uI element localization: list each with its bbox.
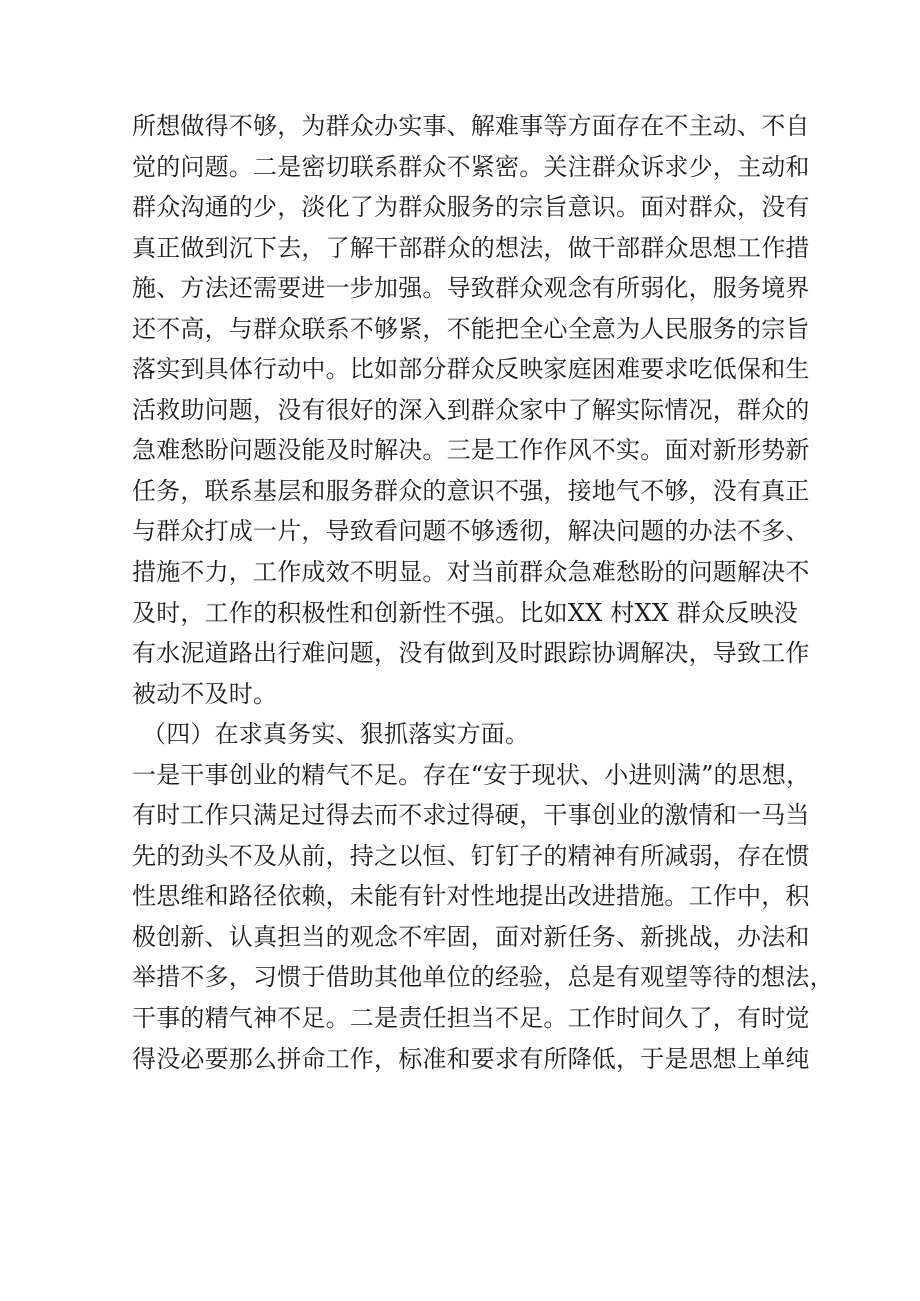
text-line: 有时工作只满足过得去而不求过得硬，干事创业的激情和一马当	[132, 801, 810, 830]
text-line: 性思维和路径依赖，未能有针对性地提出改进措施。工作中，积	[132, 882, 810, 911]
paragraph-1	[132, 106, 810, 714]
document-body	[132, 106, 834, 1079]
text-line: 群众沟通的少，淡化了为群众服务的宗旨意识。面对群众，没有	[132, 193, 810, 222]
text-line: 落实到具体行动中。比如部分群众反映家庭困难要求吃低保和生	[132, 355, 810, 384]
text-line: 干事的精气神不足。二是责任担当不足。工作时间久了，有时觉	[132, 1004, 810, 1033]
text-line: 所想做得不够，为群众办实事、解难事等方面存在不主动、不自	[132, 112, 810, 140]
text-line: 得没必要那么拼命工作，标准和要求有所降低，于是思想上单纯	[132, 1044, 810, 1073]
section-heading: （四）在求真务实、狠抓落实方面。	[142, 720, 530, 749]
paragraph-2	[132, 755, 834, 1079]
text-line: 及时，工作的积极性和创新性不强。比如XX 村XX 群众反映没	[132, 598, 798, 627]
text-line: 先的劲头不及从前，持之以恒、钉钉子的精神有所减弱，存在惯	[132, 841, 810, 870]
text-line: 急难愁盼问题没能及时解决。三是工作作风不实。面对新形势新	[132, 436, 810, 465]
text-line: 还不高，与群众联系不够紧，不能把全心全意为人民服务的宗旨	[132, 314, 810, 343]
text-line: 极创新、认真担当的观念不牢固，面对新任务、新挑战，办法和	[132, 922, 810, 951]
text-line: 措施不力，工作成效不明显。对当前群众急难愁盼的问题解决不	[132, 558, 810, 587]
text-line: 与群众打成一片，导致看问题不够透彻，解决问题的办法不多、	[132, 517, 810, 546]
text-line: 有水泥道路出行难问题，没有做到及时跟踪协调解决，导致工作	[132, 639, 810, 668]
text-line: 真正做到沉下去，了解干部群众的想法，做干部群众思想工作措	[132, 233, 810, 262]
text-line: 施、方法还需要进一步加强。导致群众观念有所弱化，服务境界	[132, 274, 810, 303]
text-line: 觉的问题。二是密切联系群众不紧密。关注群众诉求少，主动和	[132, 152, 810, 181]
text-line: 举措不多，习惯于借助其他单位的经验，总是有观望等待的想法，	[132, 963, 834, 992]
text-line: 被动不及时。	[132, 679, 278, 708]
text-line: 一是干事创业的精气不足。存在“安于现状、小进则满”的思想，	[132, 760, 811, 789]
text-line: 活救助问题，没有很好的深入到群众家中了解实际情况，群众的	[132, 395, 810, 424]
text-line: 任务，联系基层和服务群众的意识不强，接地气不够，没有真正	[132, 476, 810, 505]
